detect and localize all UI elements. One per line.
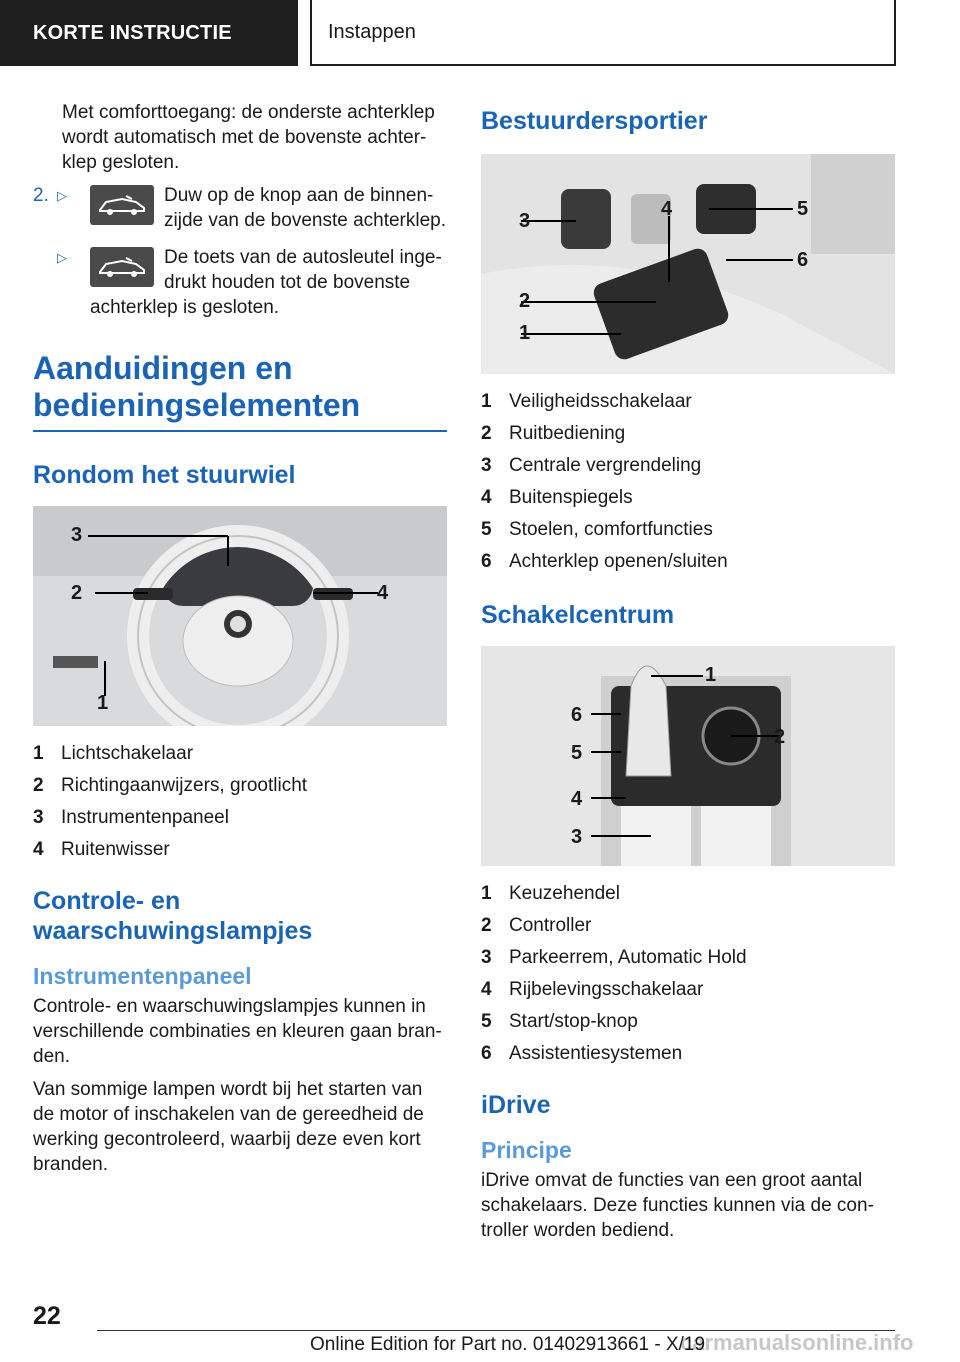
callout-2: 2 [71, 582, 83, 604]
console-legend [481, 878, 895, 1070]
callout-3: 3 [571, 826, 583, 848]
triangle-bullet-icon: ▷ [57, 250, 67, 265]
list-item: 4 Buitenspiegels [481, 487, 633, 508]
step-b-text: De toets van de autosleutel ingedrukt houden tot de bovenste achterklep is gesloten. [90, 247, 442, 318]
tailgate-button-icon [90, 185, 154, 225]
page-number: 22 [33, 1302, 61, 1330]
callout-6: 6 [571, 704, 583, 726]
step-number: 2. [33, 185, 49, 206]
chapter-tab: Instappen [310, 0, 896, 66]
callout-4: 4 [377, 582, 389, 604]
list-item: 5 Stoelen, comfortfuncties [481, 519, 713, 540]
list-item: 3 Centrale vergrendeling [481, 455, 702, 476]
console-heading: Schakelcentrum [481, 601, 675, 629]
section-tab: KORTE INSTRUCTIE [0, 0, 298, 66]
key-fob-tailgate-icon [90, 247, 154, 287]
list-item: 2 Ruitbediening [481, 423, 626, 444]
callout-2: 2 [519, 290, 531, 312]
list-item: 3 Instrumentenpaneel [33, 807, 229, 828]
panel-paragraph-2: Van sommige lampen wordt bij het starten van de motor of inschakelen van de gereedheid de werking gecontroleerd, waarbij deze even kort branden. [33, 1079, 424, 1175]
list-item: 5 Start/stop-knop [481, 1011, 638, 1032]
principle-heading: Principe [481, 1137, 572, 1163]
panel-paragraph-1: Controle- en waarschuwingslampjes kunnen in verschillende combinaties en kleuren gaan branden. [33, 996, 442, 1067]
principle-text: iDrive omvat de functies van een groot aantal schakelaars. Deze functies kunnen via de controller worden bediend. [481, 1170, 874, 1241]
steering-legend [33, 738, 447, 866]
list-item: 6 Assistentiesystemen [481, 1043, 683, 1064]
watermark: carmanualsonline.info [680, 1330, 914, 1355]
warning-lights-heading: Controle- en waarschuwingslampjes [33, 887, 313, 945]
list-item: 2 Controller [481, 915, 592, 936]
triangle-bullet-icon: ▷ [57, 188, 67, 203]
callout-6: 6 [797, 249, 809, 271]
center-console-photo [481, 646, 895, 866]
step-2b [33, 245, 447, 320]
list-item: 6 Achterklep openen/sluiten [481, 551, 728, 572]
right-column [481, 100, 895, 1251]
intro-text: Met comforttoegang: de onderste achterklep wordt automatisch met de bovenste achterklep gesloten. [62, 102, 435, 173]
list-item: 4 Ruitenwisser [33, 839, 170, 860]
door-legend [481, 386, 895, 578]
step-a-text: Duw op de knop aan de binnenzijde van de bovenste achterklep. [164, 185, 447, 231]
edition-text: Online Edition for Part no. 01402913661 - X/19 [310, 1334, 706, 1355]
list-item: 4 Rijbelevingsschakelaar [481, 979, 704, 1000]
callout-1: 1 [97, 692, 109, 714]
callout-4: 4 [661, 198, 673, 220]
callout-4: 4 [571, 788, 583, 810]
callout-3: 3 [71, 524, 83, 546]
step-2a [33, 183, 447, 233]
driver-door-photo [481, 154, 895, 374]
callout-1: 1 [519, 322, 531, 344]
callout-5: 5 [797, 198, 809, 220]
list-item: 2 Richtingaanwijzers, grootlicht [33, 775, 308, 796]
callout-1: 1 [705, 664, 717, 686]
page-header [0, 0, 960, 66]
list-item: 1 Lichtschakelaar [33, 743, 194, 764]
callout-3: 3 [519, 210, 531, 232]
steering-wheel-photo [33, 506, 447, 726]
idrive-heading: iDrive [481, 1091, 551, 1119]
list-item: 3 Parkeerrem, Automatic Hold [481, 947, 747, 968]
driver-door-heading: Bestuurdersportier [481, 107, 708, 135]
instrument-panel-heading: Instrumentenpaneel [33, 963, 252, 989]
callout-5: 5 [571, 742, 583, 764]
section-heading: Aanduidingen en bedieningselementen [33, 350, 447, 432]
list-item: 1 Keuzehendel [481, 883, 620, 904]
left-column [33, 100, 447, 1185]
list-item: 1 Veiligheidsschakelaar [481, 391, 692, 412]
callout-2: 2 [774, 726, 786, 748]
steering-heading: Rondom het stuurwiel [33, 461, 296, 489]
